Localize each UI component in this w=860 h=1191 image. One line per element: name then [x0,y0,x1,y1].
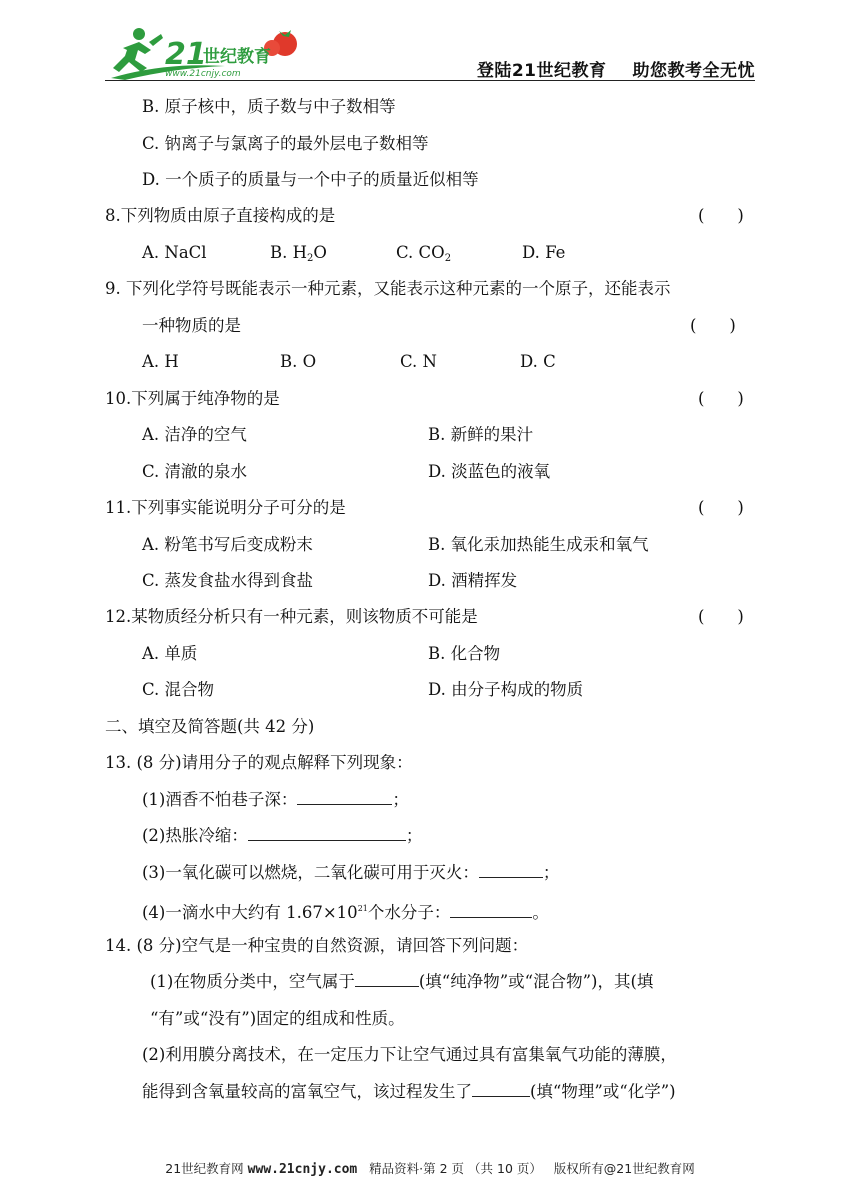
svg-text:世纪教育: 世纪教育 [203,47,271,67]
q8-option-b: B. $H_2O$ [270,243,327,264]
q8-answer-paren: ( ) [698,206,744,225]
q10-option-d: D. 淡蓝色的液氧 [428,462,551,481]
q7-option-c: C. 钠离子与氯离子的最外层电子数相等 [142,134,429,153]
logo-21: 21 [165,37,207,72]
q12-stem: 12.某物质经分析只有一种元素，则该物质不可能是 [105,607,478,626]
slogan-right: 助您教考全无忧 [632,61,755,81]
q10-answer-paren: ( ) [698,389,744,408]
q13-stem: 13. (8 分)请用分子的观点解释下列现象： [105,753,413,772]
q9-stem-line1: 9. 下列化学符号既能表示一种元素，又能表示这种元素的一个原子，还能表示 [105,279,671,298]
q11-stem: 11.下列事实能说明分子可分的是 [105,498,346,517]
answer-blank[interactable] [297,790,392,805]
q11-answer-paren: ( ) [698,498,744,517]
answer-blank[interactable] [450,903,532,918]
q13-item-4: (4)一滴水中大约有 $1.67\times 10^{21}$个水分子： 。 [142,903,549,922]
footer-url[interactable]: www.21cnjy.com [247,1162,358,1177]
q11-option-b: B. 氧化汞加热能生成汞和氧气 [428,535,649,554]
q8-option-c: C. $CO_2$ [396,243,452,264]
q12-option-c: C. 混合物 [142,680,215,699]
q14-item-1-line2: “有”或“没有”)固定的组成和性质。 [150,1009,405,1028]
answer-blank[interactable] [248,826,406,841]
q12-option-d: D. 由分子构成的物质 [428,680,584,699]
q9-option-c: C. N [400,352,437,371]
q10-option-c: C. 清澈的泉水 [142,462,248,481]
q12-option-a: A. 单质 [142,644,198,663]
q11-option-c: C. 蒸发食盐水得到食盐 [142,571,314,590]
answer-blank[interactable] [472,1082,530,1097]
q13-item-1: (1)酒香不怕巷子深： ； [142,790,409,809]
page-footer [0,1159,860,1177]
footer-site: 21世纪教育网 [165,1161,244,1176]
q13-item-2: (2)热胀冷缩： ； [142,826,423,845]
q11-option-a: A. 粉笔书写后变成粉末 [142,535,313,554]
q7-option-d: D. 一个质子的质量与一个中子的质量近似相等 [142,170,479,189]
q14-stem: 14. (8 分)空气是一种宝贵的自然资源，请回答下列问题： [105,936,529,955]
q12-option-b: B. 化合物 [428,644,501,663]
q8-option-d: D. Fe [522,243,566,262]
slogan-left: 登陆21世纪教育 [476,61,607,81]
header-slogan [451,56,755,81]
q9-option-d: D. C [520,352,556,371]
q14-item-2-line2: 能得到含氧量较高的富氧空气，该过程发生了 (填“物理”或“化学”) [142,1082,676,1101]
page-header [105,22,755,82]
q10-option-a: A. 洁净的空气 [142,425,247,444]
q9-option-b: B. O [280,352,317,371]
q11-option-d: D. 酒精挥发 [428,571,518,590]
q8-stem: 8.下列物质由原子直接构成的是 [105,206,336,225]
footer-page-label: 精品资料·第 2 页 （共 10 页） [369,1161,542,1176]
q13-item-3: (3)一氧化碳可以燃烧，二氧化碳可用于灭火： ； [142,863,560,882]
answer-blank[interactable] [355,972,419,987]
footer-rights: 版权所有@21世纪教育网 [553,1161,695,1176]
logo-url: www.21cnjy.com [165,69,241,79]
q14-item-1-line1: (1)在物质分类中，空气属于 (填“纯净物”或“混合物”)，其(填 [150,972,654,991]
site-logo [105,22,305,80]
q14-item-2-line1: (2)利用膜分离技术，在一定压力下让空气通过具有富集氧气功能的薄膜， [142,1045,677,1064]
q9-answer-paren: ( ) [690,316,736,335]
q9-stem-line2: 一种物质的是 [142,316,241,335]
header-rule [105,80,755,81]
q9-option-a: A. H [142,352,179,371]
section-heading: 二、填空及简答题(共 42 分) [105,717,315,736]
q8-option-a: A. NaCl [142,243,207,262]
q10-stem: 10.下列属于纯净物的是 [105,389,280,408]
q12-answer-paren: ( ) [698,607,744,626]
answer-blank[interactable] [479,863,543,878]
q7-option-b: B. 原子核中，质子数与中子数相等 [142,97,396,116]
q10-option-b: B. 新鲜的果汁 [428,425,534,444]
